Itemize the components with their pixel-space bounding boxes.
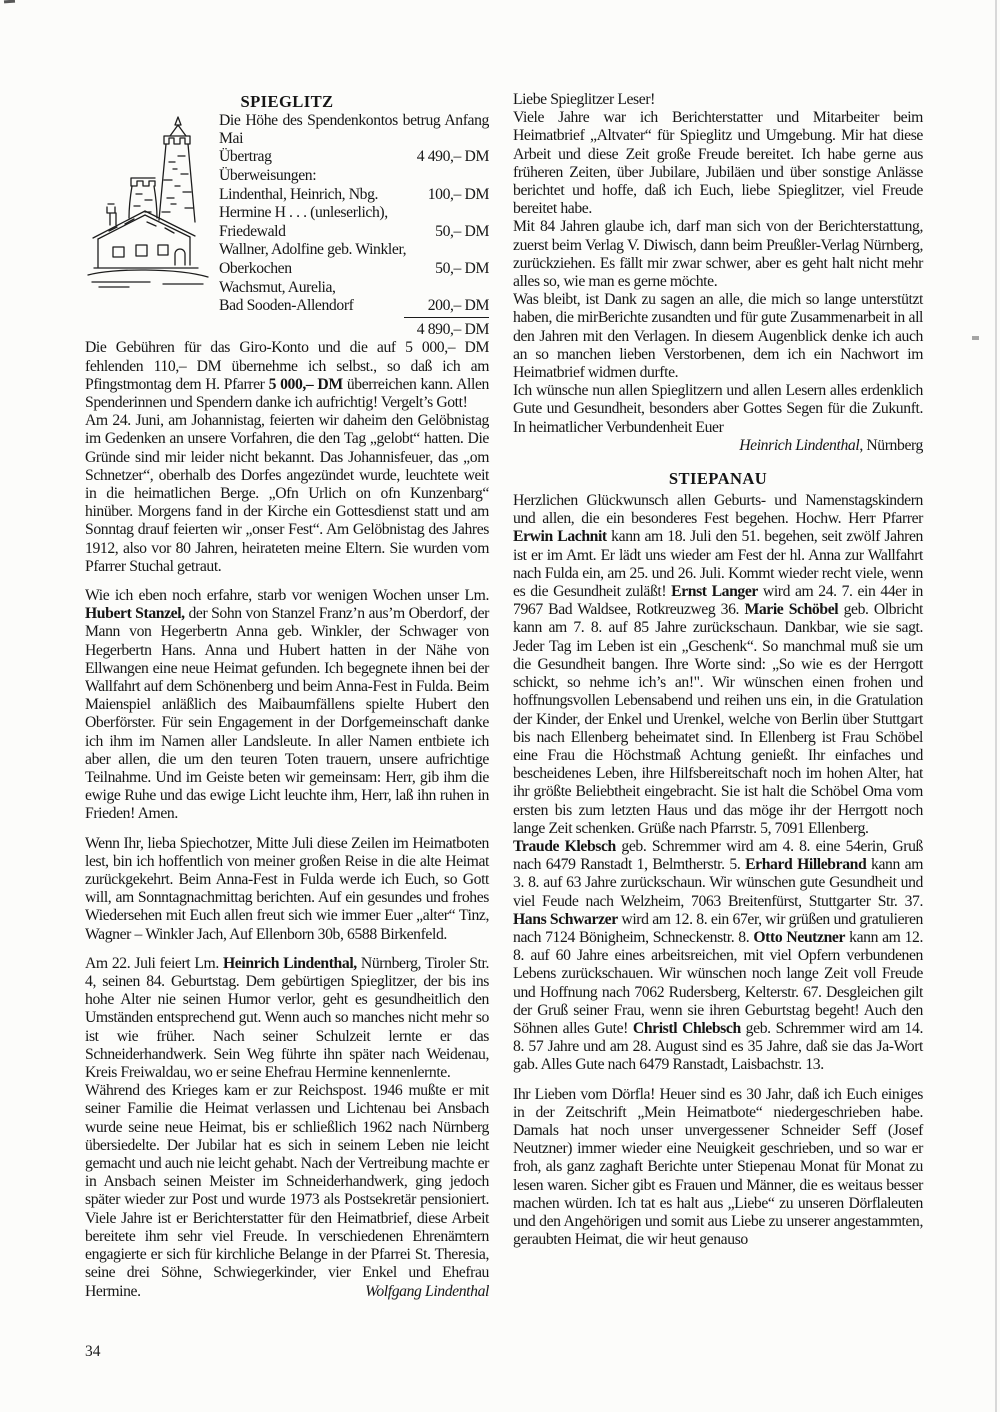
ledger-label: Lindenthal, Heinrich, Nbg. xyxy=(219,185,379,203)
left-column xyxy=(85,92,489,1301)
paragraph: Wenn Ihr, lieba Spiechotzer, Mitte Juli diese Zeilen im Heimatboten lest, bin ich hoffentlich von meiner großen Reise in die alte Heimat zurückgekehrt. Beim Anna-Fest in Fulda werde ich Euch, so Gott will, am Sonntagnachmittag berichten. Auf ein gesundes und frohes Wiedersehen mit Euch allen freut sich wie immer Euer „alter“ Tinz, Wagner – Winkler Jach, Auf Ellenborn 30b, 6588 Birkenfeld. xyxy=(85,834,489,943)
signature-wolfgang-lindenthal: Wolfgang Lindenthal xyxy=(365,1282,489,1300)
page-number: 34 xyxy=(85,1343,101,1360)
scan-edge-tick xyxy=(972,336,979,340)
section-title-spieglitz: SPIEGLITZ xyxy=(240,92,334,111)
signature-heinrich-lindenthal: Heinrich Lindenthal, Nürnberg xyxy=(739,436,923,454)
ledger-row xyxy=(219,204,489,223)
paragraph xyxy=(85,1082,489,1300)
paragraph: Herzlichen Glückwunsch allen Geburts- und Namenstagskindern und allen, die ein besonderes Fest begehen. Hochw. Herr Pfarrer Erwin Lachnit kann am 18. Juli den 51. begehen, seit zwölf Jahren ist er im Amt. Er lädt uns wieder am Fest der hl. Anna zur Wallfahrt nach Fulda ein, am 25. und 26. Juli. Kommt wieder recht viele, wenn es die Gesundheit zuläßt! Ernst Langer wird am 24. 7. ein 44er in 7967 Bad Waldsee, Rotkreuzweg 36. Marie Schöbel geb. Olbricht kann am 7. 8. auf 85 Jahre zurückschaun. Dankbar, wie sie sagt. Jeder Tag im Leben ist ein „Geschenk“. So manchmal muß sie um die Gesundheit bangen. Ihre Worte sind: „So wie es der Herrgott schickt, so nehme ich’s an!". Wir wünschen einen frohen und hoffnungsvollen Lebensabend und reihen uns ein, in die Gratulation der Kinder, der Enkel und Urenkel, welche von Berlin über Stuttgart bis nach Ellenberg beheimatet sind. In Ellenberg ist Frau Schöbel eine Frau die Höchstmaß Achtung genießt. Ihr einfaches und bescheidenes Leben, ihre Hilfsbereitschaft noch im hohen Alter, hat ihr größte Beliebtheit eingebracht. Sie ist halt die Schöbel Oma vom ersten bis zum letzten Haus und das möge ihr der Herrgott noch lange Zeit schenken. Grüße nach Pfarrstr. 5, 7091 Ellenberg. xyxy=(513,492,923,837)
paragraph: Traude Klebsch geb. Schremmer wird am 4. 8. eine 54erin, Gruß nach 6479 Ranstadt 1, Belmtherstr. 5. Erhard Hillebrand kann am 3. 8. auf 63 Jahre zurückschaun. Wir wünschen gute Gesundheit und viel Feude nach Welzheim, 7063 Breitenfürst, Stuttgarter Str. 37. Hans Schwarzer wird am 12. 8. ein 67er, wir grüßen und gratulieren nach 7124 Bönigheim, Schneckenstr. 8. Otto Neutzner kann am 12. 8. auf 60 Jahre eines arbeitsreichen, mit viel Opfern verbundenen Lebens zurückschauen. Wir wünschen noch lange Zeit voll Freude und Hoffnung nach 7062 Rudersberg, Kelterstr. 67. Desgleichen gilt der Gruß seiner Frau, wenn sie ihren Geburtstag begeht! Auch den Söhnen alles Gute! Christl Chlebsch geb. Schremmer wird am 14. 8. 57 Jahre und am 28. August sind es 35 Jahre, daß sie das Ja-Wort gab. Alles Gute nach 6479 Ranstadt, Laisbachstr. 13. xyxy=(513,837,923,1074)
paragraph: Was bleibt, ist Dank zu sagen an alle, die mich so lange unterstützt haben, die mirBerichte zusandten und für gute Zusammenarbeit in all den Jahren mit den Verlagen. In diesem Augenblick denke ich auch an so manchen lieben Verstorbenen, dem ich ein Nachwort im Heimatbrief widmen durfte. xyxy=(513,291,923,382)
ledger-amount: 50,– DM xyxy=(435,222,489,240)
section-title-stiepanau: STIEPANAU xyxy=(668,469,768,489)
salutation: Liebe Spieglitzer Leser! xyxy=(513,91,655,108)
ledger-row xyxy=(219,148,489,167)
paragraph: Wie ich eben noch erfahre, starb vor wenigen Wochen unser Lm. Hubert Stanzel, der Sohn von Stanzel Franz’n aus’m Oberdorf, der Mann von Hegerbertn Anna geb. Winkler, der Schwager von Hegerbertn Hans. Anna und Hubert hatten in der Nähe von Ellwangen eine neue Heimat gefunden. Ich begegnete ihnen bei der Wallfahrt auf dem Schönenberg und beim Anna-Fest in Fulda. Beim Maienspiel anläßlich des Maibaumfällens spielte Hubert den Oberförster. Für sein Engagement in der Dorfgemeinschaft danke ich ihm im Namen aller Landsleute. In aller Namen entbiete ich aber allen, die um den teuren Toten trauern, unsere aufrichtige Teilnahme. Und im Geiste beten wir gemeinsam: Herr, gib ihm die ewige Ruhe und das ewige Licht leuchte ihm, Herr, laß ihn ruhen in Frieden! Amen. xyxy=(85,586,490,823)
right-column xyxy=(513,91,923,1249)
ledger-row xyxy=(219,223,489,242)
ledger-amount: 100,– DM xyxy=(427,185,489,203)
ledger-label: Friedewald xyxy=(219,222,286,240)
ledger-label: Überweisungen: xyxy=(219,167,317,184)
ledger-label: Wallner, Adolfine geb. Winkler, xyxy=(219,241,407,259)
ledger-label: Hermine H . . . (unleserlich), xyxy=(219,204,388,222)
ledger-row xyxy=(219,297,489,318)
tower-icon xyxy=(85,114,211,292)
paragraph: Am 24. Juni, am Johannistag, feierten wir daheim den Gelöbnistag im Gedenken an unsere Vorfahren, die den Tag „gelobt“ hatten. Die Gründe sind mir leider nicht bekannt. Das Johannisfeuer, das „om Schnetzer“, oberhalb des Dorfes angezündet wurde, leuchtete weit in die heimatlichen Berge. „Ofn Urlich on ofn Kunzenbarg“ hinüber. Morgens fand in der Kirche ein Gottesdienst statt und am Sonntag drauf feierten wir „onser Fest“. Am Gelöbnistag des Jahres 1912, also vor 80 Jahren, heirateten meine Eltern. Sie wurden vom Pfarrer Stuchal getraut. xyxy=(85,412,489,575)
paragraph: Am 22. Juli feiert Lm. Heinrich Lindenthal, Nürnberg, Tiroler Str. 4, seinen 84. Geburtstag. Dem gebürtigen Spieglitzer, der bis ins hohe Alter nie seinen Humor verlor, geht es gesundheitlich den Umständen entsprechend gut. Wenn auch so manches nicht mehr so ist wie früher. Nach seiner Schulzeit lernte er das Schneiderhandwerk. Sein Weg führte ihn später nach Weidenau, Kreis Freiwaldau, wo er seine Ehefrau Hermine kennenlernte. xyxy=(85,954,489,1082)
ledger-total-row xyxy=(219,321,489,340)
ledger-row xyxy=(219,186,489,205)
ledger-row xyxy=(219,241,489,260)
ledger-amount-underlined: 200,– DM xyxy=(404,297,489,318)
ledger-row xyxy=(219,279,489,298)
ledger-total-amount: 4 890,– DM xyxy=(416,320,489,338)
donations-intro: Die Höhe des Spendenkontos betrug Anfang Mai xyxy=(219,112,489,148)
paragraph: Viele Jahre war ich Berichterstatter und Mitarbeiter beim Heimatbrief „Altvater“ für Spieglitz und Umgebung. Mir hat diese Arbeit und diese Zeit große Freude bereitet. Ich habe gerne aus früheren Zeiten, über Jubilare, Jubiläen und über sonstige Anlässe berichtet und hoffe, daß ich Euch, liebe Spieglitzer, viel Freude bereitet habe. xyxy=(513,109,923,218)
paragraph: Ihr Lieben vom Dörfla! Heuer sind es 30 Jahr, daß ich Euch einiges in der Zeitschrift „Mein Heimatbote“ niedergeschrieben habe. Damals hat noch unser unvergessener Schneider Seff (Josef Neutzner) immer wieder eine Neuigkeit geschrieben, und so war er froh, als ganz zaghaft Berichte unter Stiepenau Monat für Monat zu lesen waren. Sicher gibt es Frauen und Männer, die es weitaus besser machen würden. Ich tat es halt aus „Liebe“ zu unseren Dörflaleuten und den Angehörigen und somit aus Liebe zu unserer angestammten, geraubten Heimat, die wir heut genauso xyxy=(513,1085,923,1249)
ledger-label: Wachsmut, Aurelia, xyxy=(219,278,336,296)
ledger-label: Oberkochen xyxy=(219,259,292,277)
ledger-label: Übertrag xyxy=(219,148,272,166)
ledger-label: Bad Sooden-Allendorf xyxy=(219,297,354,315)
ledger-amount: 50,– DM xyxy=(435,259,489,277)
scan-edge-line xyxy=(995,0,997,1412)
tower-illustration xyxy=(85,114,211,336)
scan-artifact-top-left xyxy=(4,0,15,3)
paragraph-text: Während des Krieges kam er zur Reichspost. 1946 mußte er mit seiner Familie die Heimat verlassen und Lichtenau bei Ansbach wurde seine neue Heimat, bis er schließlich 1962 nach Nürnberg übersiedelte. Der Jubilar hat es sich in seinem Leben nie leicht gemacht und auch nie leicht gehabt. Nach der Vertreibung machte er in Ansbach seinen Meister im Schneiderhandwerk, ging jedoch später wieder zur Post und wurde 1973 als Postsekretär pensioniert. Viele Jahre ist er Berichterstatter für den Heimatbrief, diese Arbeit bereitete ihm sehr viel Freude. In verschiedenen Ehrenämtern engagierte er sich für kirchliche Belange in der Pfarrei St. Theresia, seine drei Söhne, Schwiegerkinder, vier Enkel und Ehefrau Hermine. xyxy=(85,1082,489,1300)
ledger-row xyxy=(219,260,489,279)
paragraph: Die Gebühren für das Giro-Konto und die auf 5 000,– DM fehlenden 110,– DM übernehme ich selbst., so daß ich am Pfingstmontag dem H. Pfarrer 5 000,– DM überreichen kann. Allen Spenderinnen und Spendern danke ich aufrichtig! Vergelt’s Gott! xyxy=(85,339,489,411)
ledger-amount: 4 490,– DM xyxy=(416,148,489,166)
paragraph: Ich wünsche nun allen Spieglitzern und allen Lesern alles erdenklich Gute und Gesundheit, besonders aber Gottes Segen für die Zukunft. In heimatlicher Verbundenheit Euer xyxy=(513,382,923,436)
paragraph: Mit 84 Jahren glaube ich, darf man sich von der Berichterstattung, zuerst beim Verlag V. Diwisch, dann beim Preußler-Verlag Nürnberg, zurückziehen. Es fällt mir zwar schwer, aber es geht halt nicht mehr alles so, wie man es gerne möchte. xyxy=(513,218,923,291)
ledger-row xyxy=(219,167,489,186)
